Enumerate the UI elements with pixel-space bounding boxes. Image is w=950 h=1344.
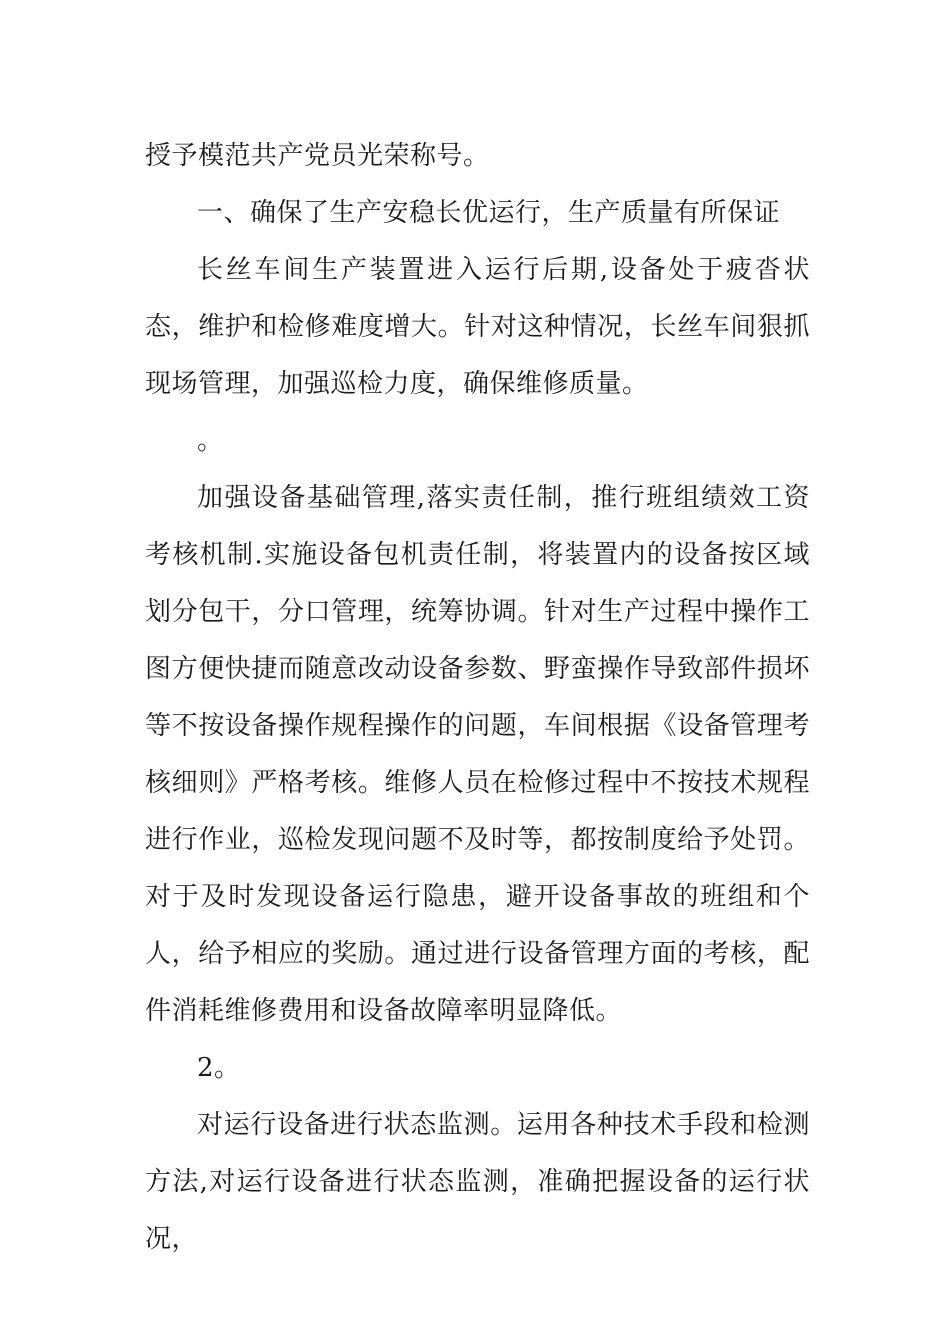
paragraph-1: 授予模范共产党员光荣称号。 [145,141,490,171]
section-heading-1: 一、确保了生产安稳长优运行，生产质量有所保证 [197,198,781,228]
paragraph-5: 2。 [197,1053,241,1083]
paragraph-4: 加强设备基础管理,落实责任制，推行班组绩效工资考核机制.实施设备包机责任制，将装置内的设备按区域划分包干，分口管理，统筹协调。针对生产过程中操作工图方便快捷而随意改动设备参数、野蛮操作导致部件损坏等不按设备操作规程操作的问题，车间根据《设备管理考核细则》严格考核。维修人员在检修过程中不按技术规程进行作业，巡检发现问题不及时等，都按制度给予处罚。对于及时发现设备运行隐患，避开设备事故的班组和个人，给予相应的奖励。通过进行设备管理方面的考核，配件消耗维修费用和设备故障率明显降低。 [145,483,810,1026]
paragraph-3: 。 [197,426,224,456]
document-body [145,128,810,1268]
paragraph-6: 对运行设备进行状态监测。运用各种技术手段和检测方法,对运行设备进行状态监测，准确把握设备的运行状况， [145,1110,810,1254]
paragraph-2: 长丝车间生产装置进入运行后期,设备处于疲沓状态，维护和检修难度增大。针对这种情况，长丝车间狠抓现场管理，加强巡检力度，确保维修质量。 [145,255,810,399]
